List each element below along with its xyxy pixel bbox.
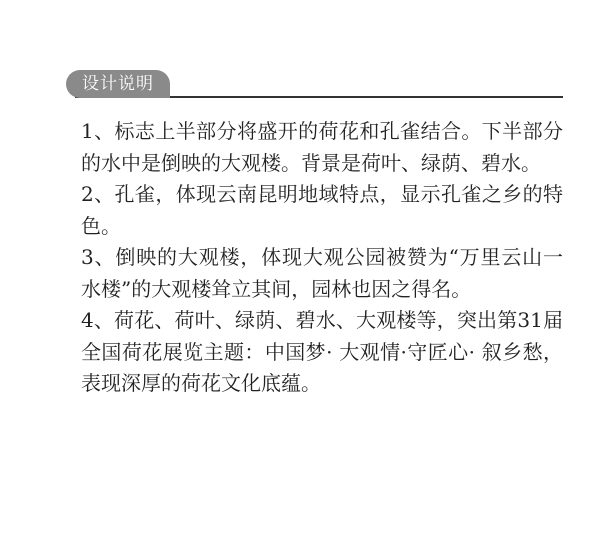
description-paragraph-3: 3、倒映的大观楼，体现大观公园被赞为“万里云山一水楼”的大观楼耸立其间，园林也因之得名。 xyxy=(81,245,563,301)
design-description-body xyxy=(81,116,563,400)
description-paragraph-4: 4、荷花、荷叶、绿荫、碧水、大观楼等，突出第31届全国荷花展览主题：中国梦· 大观情·守匠心· 叙乡愁，表现深厚的荷花文化底蕴。 xyxy=(81,308,563,395)
description-paragraph-1: 1、标志上半部分将盛开的荷花和孔雀结合。下半部分的水中是倒映的大观楼。背景是荷叶、绿荫、碧水。 xyxy=(81,119,563,175)
section-title-tab: 设计说明 xyxy=(66,70,170,98)
description-paragraph-2: 2、孔雀，体现云南昆明地域特点，显示孔雀之乡的特色。 xyxy=(81,182,563,238)
